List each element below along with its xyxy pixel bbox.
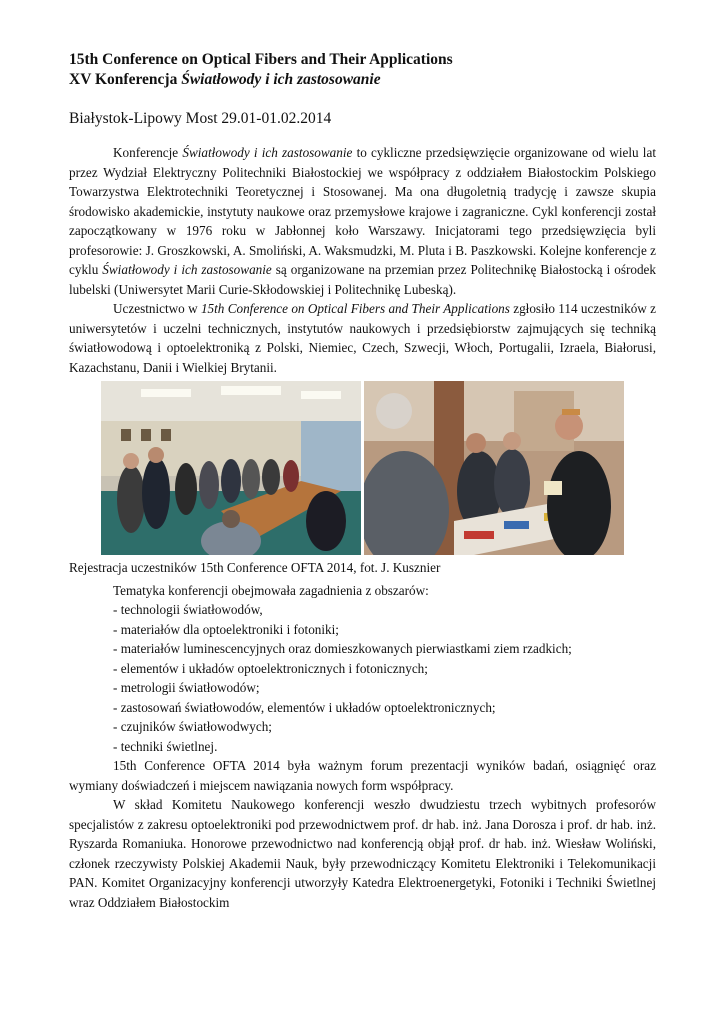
- photo-conference-room: [101, 381, 361, 555]
- list-item: - technologii światłowodów,: [113, 602, 263, 617]
- list-item: - elementów i układów optoelektronicznych i fotonicznych;: [113, 660, 428, 676]
- photo-row: [101, 381, 624, 555]
- list-item: - materiałów luminescencyjnych oraz domieszkowanych pierwiastkami ziem rzadkich;: [113, 641, 572, 656]
- paragraph-participants: Uczestnictwo w 15th Conference on Optical Fibers and Their Applications zgłosiło 114 uczestników z uniwersytetów i uczelni technicznych, instytutów naukowych i przedsiębiorstw zajmujących się techniką światłowodową i optoelektroniką z Polski, Niemiec, Czech, Szwecji, Włoch, Portugalii, Izraela, Białorusi, Kazachstanu, Danii i Wielkiej Brytanii.: [69, 301, 656, 375]
- list-item: - metrologii światłowodów;: [113, 680, 260, 695]
- document-page: [69, 50, 656, 912]
- topics-list: [113, 581, 656, 757]
- place-date: Białystok-Lipowy Most 29.01-01.02.2014: [69, 110, 332, 127]
- list-item: - materiałów dla optoelektroniki i fotoniki;: [113, 621, 339, 637]
- paragraph-committee: W skład Komitetu Naukowego konferencji weszło dwudziestu trzech wybitnych profesorów specjalistów z zakresu optoelektroniki pod przewodnictwem prof. dr hab. inż. Jana Dorosza i prof. dr hab. inż. Ryszarda Romaniuka. Honorowe przewodnictwo nad konferencją objął prof. dr hab. inż. Wiesław Woliński, członek rzeczywisty Polskiej Akademii Nauk, były przewodniczący Komitetu Elektroniki i Telekomunikacji PAN. Komitet Organizacyjny konferencji utworzyły Katedra Elektroenergetyki, Fotoniki i Techniki Świetlnej wraz Oddziałem Białostockim: [69, 797, 656, 910]
- topics-intro: Tematyka konferencji obejmowała zagadnienia z obszarów:: [113, 582, 429, 598]
- title-polish: XV Konferencja Światłowody i ich zastosowanie: [69, 71, 381, 88]
- paragraph-intro: Konferencje Światłowody i ich zastosowanie to cykliczne przedsięwzięcie organizowane od wielu lat przez Wydział Elektryczny Politechniki Białostockiej we współpracy z oddziałem Białostockim Polskiego Towarzystwa Elektrotechniki Teoretycznej i Stosowanej. Ma ona długoletnią tradycję i zawsze skupia środowisko akademickie, instytuty naukowe oraz przemysłowe krajowe i zagraniczne. Cykl konferencji został zapoczątkowany w 1976 roku w Jabłonnej koło Warszawy. Inicjatorami tego przedsięwzięcia byli profesorowie: J. Groszkowski, A. Smoliński, A. Waksmudzki, M. Pluta i B. Paszkowski. Kolejne konferencje z cyklu Światłowody i ich zastosowanie są organizowane na przemian przez Politechnikę Białostocką i ośrodek lubelski (Uniwersytet Marii Curie-Skłodowskiej i Politechnikę Lubeską).: [69, 145, 656, 297]
- list-item: - techniki świetlnej.: [113, 738, 218, 754]
- photo-caption: Rejestracja uczestników 15th Conference OFTA 2014, fot. J. Kusznier: [69, 560, 441, 575]
- list-item: - zastosowań światłowodów, elementów i układów optoelektronicznych;: [113, 699, 496, 715]
- list-item: - czujników światłowodwych;: [113, 719, 272, 734]
- title-english: 15th Conference on Optical Fibers and Their Applications: [69, 51, 453, 68]
- photo-registration-desk: [364, 381, 624, 555]
- paragraph-forum: 15th Conference OFTA 2014 była ważnym forum prezentacji wyników badań, osiągnięć oraz wymiany doświadczeń i miejscem nawiązania nowych form współpracy.: [69, 758, 656, 793]
